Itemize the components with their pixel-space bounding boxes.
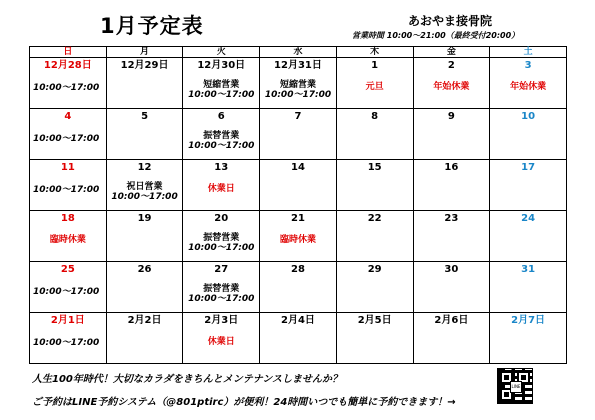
calendar-day-cell bbox=[106, 58, 183, 109]
calendar-day-cell bbox=[183, 109, 260, 160]
day-number: 21 bbox=[291, 213, 305, 224]
holiday-label: 休業日 bbox=[207, 337, 235, 347]
day-hours: 10:00～17:00 bbox=[33, 83, 100, 93]
day-number: 27 bbox=[214, 264, 229, 275]
day-number: 25 bbox=[60, 264, 75, 275]
day-hours: 10:00～17:00 bbox=[33, 287, 100, 297]
day-number: 2月1日 bbox=[50, 315, 85, 326]
day-number: 10 bbox=[521, 111, 536, 122]
calendar-table bbox=[29, 46, 567, 364]
day-number: 22 bbox=[367, 213, 382, 224]
calendar-day-cell bbox=[336, 313, 413, 364]
day-number: 24 bbox=[521, 213, 536, 224]
calendar-day-cell bbox=[183, 211, 260, 262]
holiday-label: 年始休業 bbox=[433, 82, 470, 92]
calendar-week-row bbox=[30, 58, 567, 109]
holiday-label: 年始休業 bbox=[510, 82, 547, 92]
calendar-day-cell bbox=[336, 58, 413, 109]
calendar-day-cell bbox=[413, 58, 490, 109]
calendar-day-cell bbox=[260, 211, 337, 262]
day-number: 20 bbox=[214, 213, 229, 224]
calendar-day-cell bbox=[413, 211, 490, 262]
calendar-day-cell bbox=[106, 313, 183, 364]
day-number: 30 bbox=[444, 264, 459, 275]
day-number: 2 bbox=[447, 60, 455, 71]
day-number: 6 bbox=[217, 111, 225, 122]
day-hours: 10:00～17:00 bbox=[188, 294, 255, 304]
calendar-day-cell bbox=[260, 262, 337, 313]
day-number: 12月28日 bbox=[43, 60, 92, 71]
calendar-day-cell bbox=[336, 211, 413, 262]
calendar-day-cell bbox=[490, 211, 567, 262]
footer-message: 人生100年時代！大切なカラダをきちんとメンテナンスしませんか？ bbox=[32, 374, 342, 385]
day-number: 2月2日 bbox=[127, 315, 162, 326]
calendar-day-cell bbox=[413, 160, 490, 211]
calendar-day-cell bbox=[260, 160, 337, 211]
day-note: 短縮営業 bbox=[279, 80, 316, 90]
calendar-day-cell bbox=[490, 109, 567, 160]
day-number: 2月3日 bbox=[204, 315, 239, 326]
calendar-day-cell bbox=[30, 262, 107, 313]
line-logo-icon: LINE bbox=[510, 381, 522, 393]
weekday-sat: 土 bbox=[490, 47, 567, 58]
day-number: 28 bbox=[291, 264, 305, 275]
weekday-tue: 火 bbox=[183, 47, 260, 58]
day-number: 12月30日 bbox=[197, 60, 246, 71]
day-hours: 10:00～17:00 bbox=[33, 134, 100, 144]
day-number: 23 bbox=[444, 213, 459, 224]
calendar-week-row bbox=[30, 262, 567, 313]
day-number: 13 bbox=[214, 162, 229, 173]
day-number: 2月6日 bbox=[434, 315, 469, 326]
qr-code-icon[interactable] bbox=[497, 368, 533, 404]
day-hours: 10:00～17:00 bbox=[188, 243, 255, 253]
calendar-day-cell bbox=[260, 58, 337, 109]
calendar-day-cell bbox=[106, 262, 183, 313]
calendar-day-cell bbox=[490, 313, 567, 364]
day-number: 16 bbox=[444, 162, 459, 173]
day-note: 振替営業 bbox=[203, 284, 240, 294]
calendar-day-cell bbox=[413, 109, 490, 160]
weekday-wed: 水 bbox=[260, 47, 337, 58]
day-number: 26 bbox=[137, 264, 152, 275]
calendar-day-cell bbox=[260, 313, 337, 364]
calendar-day-cell bbox=[106, 160, 183, 211]
holiday-label: 臨時休業 bbox=[279, 235, 316, 245]
weekday-header-row bbox=[30, 47, 567, 58]
page-title: 1月予定表 bbox=[100, 14, 204, 38]
calendar-day-cell bbox=[30, 109, 107, 160]
day-number: 15 bbox=[367, 162, 382, 173]
calendar-day-cell bbox=[413, 313, 490, 364]
day-number: 2月5日 bbox=[357, 315, 392, 326]
footer-line-booking: ご予約はLINE予約システム（@801ptirc）が便利！24時間いつでも簡単に予約できます！→ bbox=[32, 397, 456, 408]
day-number: 3 bbox=[524, 60, 532, 71]
day-number: 31 bbox=[521, 264, 536, 275]
day-number: 2月7日 bbox=[511, 315, 546, 326]
day-number: 12 bbox=[137, 162, 152, 173]
day-number: 5 bbox=[141, 111, 149, 122]
day-hours: 10:00～17:00 bbox=[188, 141, 255, 151]
calendar-day-cell bbox=[30, 313, 107, 364]
clinic-name: あおやま接骨院 bbox=[408, 14, 493, 28]
day-number: 9 bbox=[447, 111, 455, 122]
day-number: 2月4日 bbox=[281, 315, 315, 326]
day-number: 17 bbox=[521, 162, 536, 173]
calendar-day-cell bbox=[413, 262, 490, 313]
calendar-day-cell bbox=[260, 109, 337, 160]
holiday-label: 元旦 bbox=[365, 82, 384, 92]
day-note: 短縮営業 bbox=[203, 80, 240, 90]
day-number: 19 bbox=[137, 213, 152, 224]
calendar-day-cell bbox=[490, 262, 567, 313]
day-note: 振替営業 bbox=[203, 131, 240, 141]
weekday-fri: 金 bbox=[413, 47, 490, 58]
day-number: 1 bbox=[371, 60, 379, 71]
day-number: 11 bbox=[60, 162, 75, 173]
calendar-day-cell bbox=[490, 58, 567, 109]
holiday-label: 臨時休業 bbox=[49, 235, 86, 245]
day-note: 振替営業 bbox=[203, 233, 240, 243]
day-number: 12月31日 bbox=[274, 60, 322, 71]
calendar-week-row bbox=[30, 211, 567, 262]
day-hours: 10:00～17:00 bbox=[33, 185, 100, 195]
day-number: 18 bbox=[60, 213, 75, 224]
calendar-day-cell bbox=[336, 262, 413, 313]
calendar-day-cell bbox=[490, 160, 567, 211]
calendar-week-row bbox=[30, 160, 567, 211]
day-hours: 10:00～17:00 bbox=[33, 338, 100, 348]
calendar-day-cell bbox=[336, 160, 413, 211]
day-number: 4 bbox=[64, 111, 72, 122]
day-number: 29 bbox=[367, 264, 382, 275]
holiday-label: 休業日 bbox=[207, 184, 235, 194]
calendar-week-row bbox=[30, 109, 567, 160]
weekday-thu: 木 bbox=[336, 47, 413, 58]
calendar-day-cell bbox=[183, 262, 260, 313]
day-number: 8 bbox=[371, 111, 379, 122]
day-hours: 10:00～17:00 bbox=[264, 90, 332, 100]
calendar-day-cell bbox=[183, 58, 260, 109]
day-note: 祝日営業 bbox=[126, 182, 163, 192]
day-number: 14 bbox=[291, 162, 305, 173]
weekday-sun: 日 bbox=[30, 47, 107, 58]
day-number: 7 bbox=[294, 111, 302, 122]
calendar-day-cell bbox=[30, 160, 107, 211]
calendar-day-cell bbox=[30, 211, 107, 262]
calendar-day-cell bbox=[336, 109, 413, 160]
calendar-day-cell bbox=[30, 58, 107, 109]
day-hours: 10:00～17:00 bbox=[188, 90, 255, 100]
calendar-week-row bbox=[30, 313, 567, 364]
day-hours: 10:00～17:00 bbox=[111, 192, 178, 202]
calendar-day-cell bbox=[106, 211, 183, 262]
calendar-day-cell bbox=[183, 160, 260, 211]
calendar-day-cell bbox=[106, 109, 183, 160]
weekday-mon: 月 bbox=[106, 47, 183, 58]
business-hours: 営業時間 10:00～21:00（最終受付20:00） bbox=[352, 31, 520, 40]
day-number: 12月29日 bbox=[120, 60, 169, 71]
calendar-day-cell bbox=[183, 313, 260, 364]
